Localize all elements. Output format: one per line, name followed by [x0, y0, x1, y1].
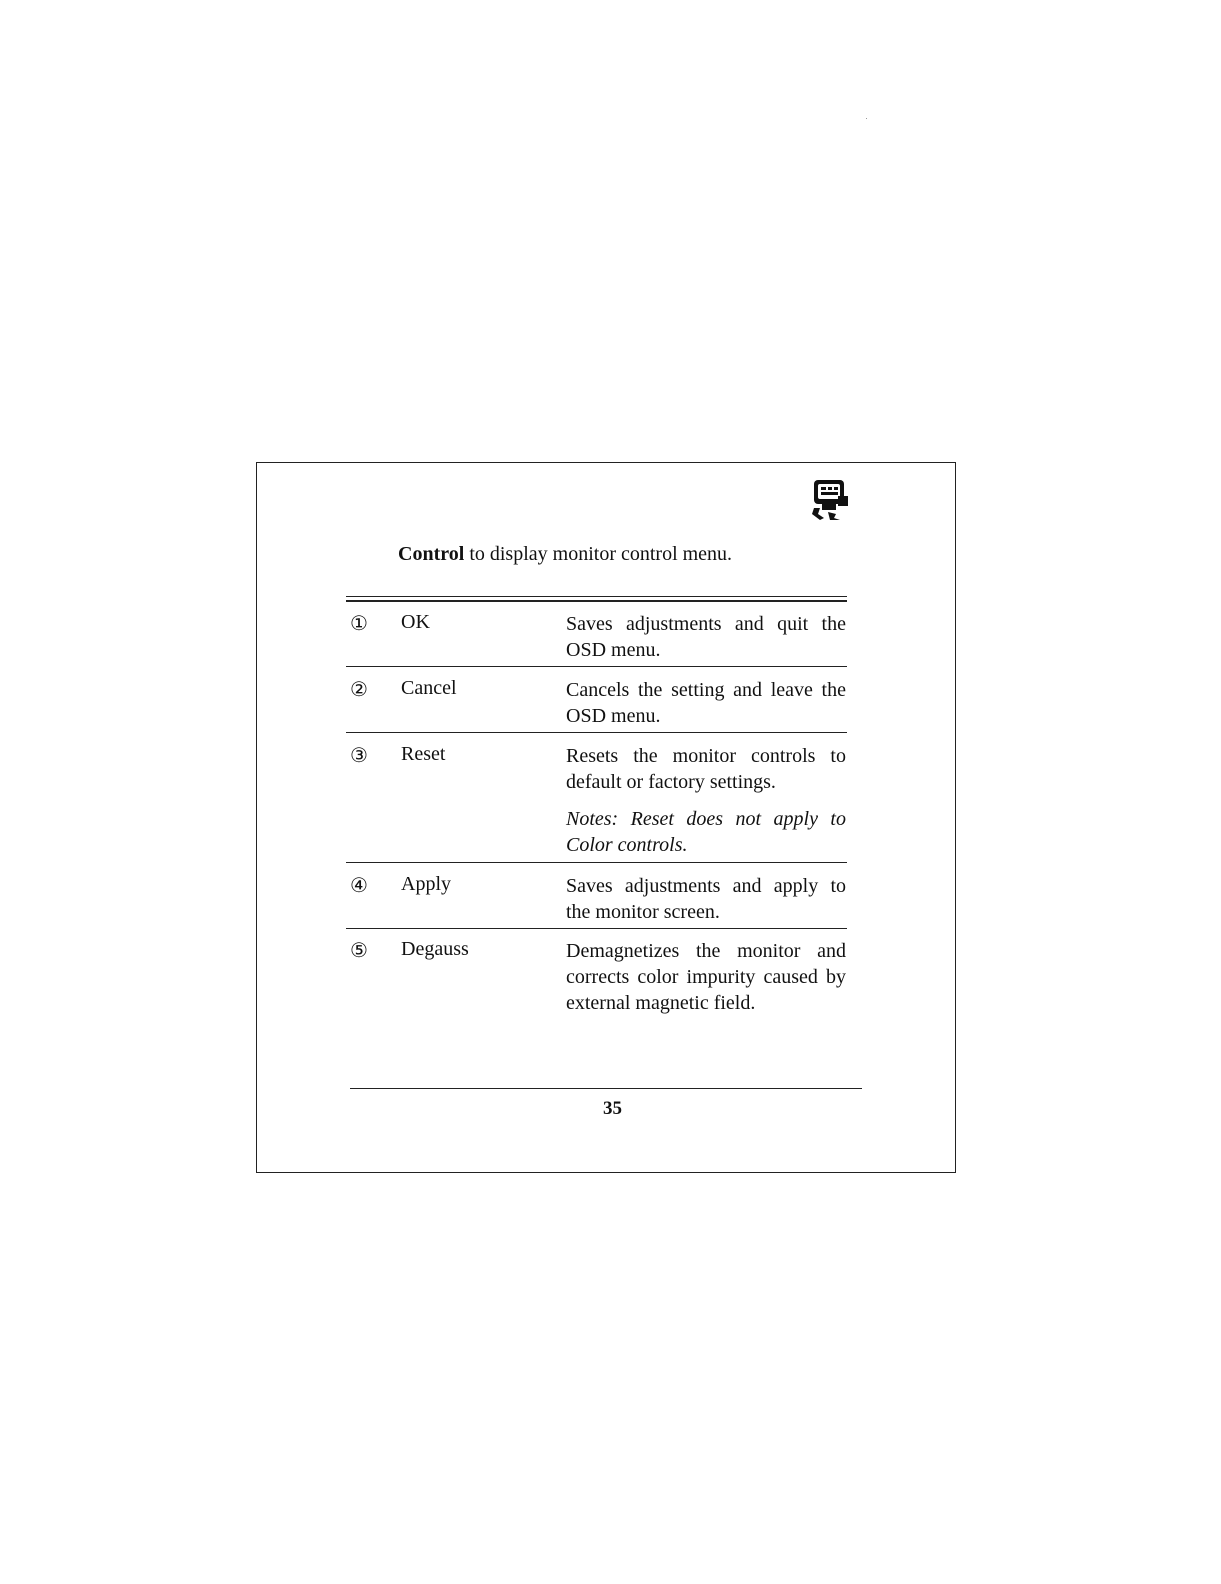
row-description: Saves adjustments and quit the OSD menu.: [566, 613, 846, 661]
row-number: ⑤: [350, 938, 368, 962]
row-number: ③: [350, 743, 368, 767]
row-divider: [346, 732, 847, 733]
row-number: ④: [350, 873, 368, 897]
page-number: 35: [603, 1098, 622, 1119]
row-number: ②: [350, 677, 368, 701]
table-row-degauss: [346, 938, 847, 1028]
scan-speck: [866, 118, 867, 119]
row-description: Saves adjustments and apply to the monitor screen.: [566, 875, 846, 923]
table-top-rule: [346, 596, 847, 597]
row-label: Reset: [401, 743, 446, 765]
table-row-apply: [346, 873, 847, 929]
intro-keyword: Control: [398, 543, 465, 565]
table-row-cancel: [346, 677, 847, 733]
table-row-ok: [346, 611, 847, 667]
row-divider: [346, 928, 847, 929]
row-description: Resets the monitor controls to default or factory settings. Notes: Reset does not apply to Color controls.: [566, 745, 846, 856]
row-description: Cancels the setting and leave the OSD menu.: [566, 679, 846, 727]
row-divider: [346, 666, 847, 667]
row-label: OK: [401, 611, 430, 633]
table-row-reset: [346, 743, 847, 863]
intro-sentence: [398, 543, 732, 566]
note-text: Reset does not apply to Color controls.: [566, 808, 846, 856]
row-label: Cancel: [401, 677, 457, 699]
note-label: Notes:: [566, 808, 619, 830]
row-description: Demagnetizes the monitor and corrects color impurity caused by external magnetic field.: [566, 940, 846, 1014]
row-number: ①: [350, 611, 368, 635]
table-top-rule-double: [346, 600, 847, 602]
row-label: Apply: [401, 873, 451, 895]
row-divider: [346, 862, 847, 863]
monitor-control-icon: [808, 478, 850, 522]
intro-text: to display monitor control menu.: [464, 543, 733, 565]
row-label: Degauss: [401, 938, 469, 960]
row-note: [566, 806, 846, 858]
footer-rule: [350, 1088, 862, 1089]
